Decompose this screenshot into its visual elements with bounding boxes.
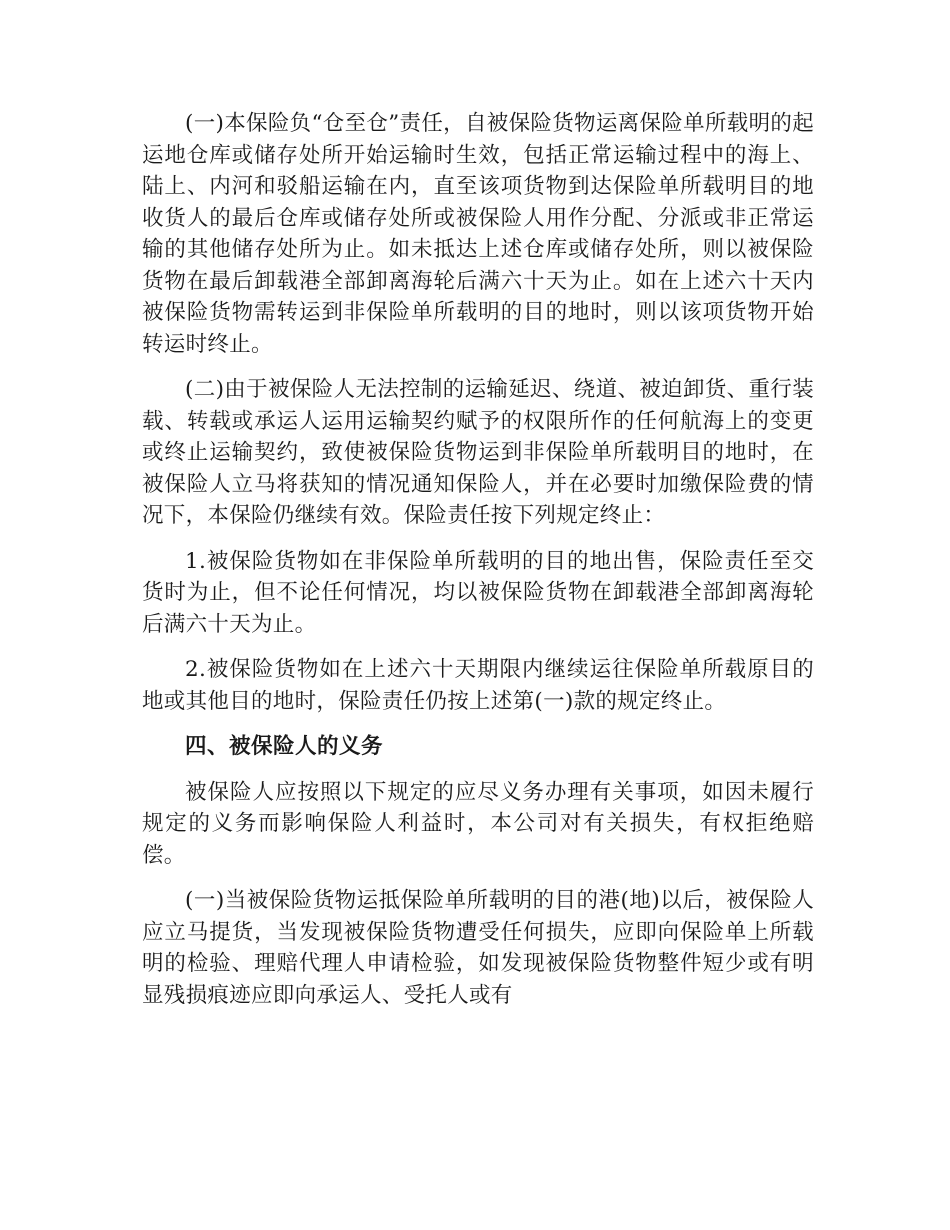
clause-paragraph-2: (二)由于被保险人无法控制的运输延迟、绕道、被迫卸货、重行装载、转载或承运人运用运输契约赋予的权限所作的任何航海上的变更或终止运输契约，致使被保险货物运到非保险单所载明目的地时，在被保险人立马将获知的情况通知保险人，并在必要时加缴保险费的情况下，本保险仍继续有效。保险责任按下列规定终止： [142,377,814,528]
document-page [142,108,814,1025]
clause-item-1: 1.被保险货物如在非保险单所载明的目的地出售，保险责任至交货时为止，但不论任何情况，均以被保险货物在卸载港全部卸离海轮后满六十天为止。 [142,548,814,637]
clause-item-2: 2.被保险货物如在上述六十天期限内继续运往保险单所载原目的地或其他目的地时，保险责任仍按上述第(一)款的规定终止。 [142,657,814,714]
section-paragraph-1: (一)当被保险货物运抵保险单所载明的目的港(地)以后，被保险人应立马提货，当发现被保险货物遭受任何损失，应即向保险单上所载明的检验、理赔代理人申请检验，如发现被保险货物整件短少或有明显残损痕迹应即向承运人、受托人或有 [142,888,814,1008]
clause-paragraph-1: (一)本保险负“仓至仓”责任，自被保险货物运离保险单所载明的起运地仓库或储存处所开始运输时生效，包括正常运输过程中的海上、陆上、内河和驳船运输在内，直至该项货物到达保险单所载明目的地收货人的最后仓库或储存处所或被保险人用作分配、分派或非正常运输的其他储存处所为止。如未抵达上述仓库或储存处所，则以被保险货物在最后卸载港全部卸离海轮后满六十天为止。如在上述六十天内被保险货物需转运到非保险单所载明的目的地时，则以该项货物开始转运时终止。 [142,111,814,357]
section-intro-paragraph: 被保险人应按照以下规定的应尽义务办理有关事项，如因未履行规定的义务而影响保险人利益时，本公司对有关损失，有权拒绝赔偿。 [142,779,814,868]
section-heading: 四、被保险人的义务 [185,734,384,759]
